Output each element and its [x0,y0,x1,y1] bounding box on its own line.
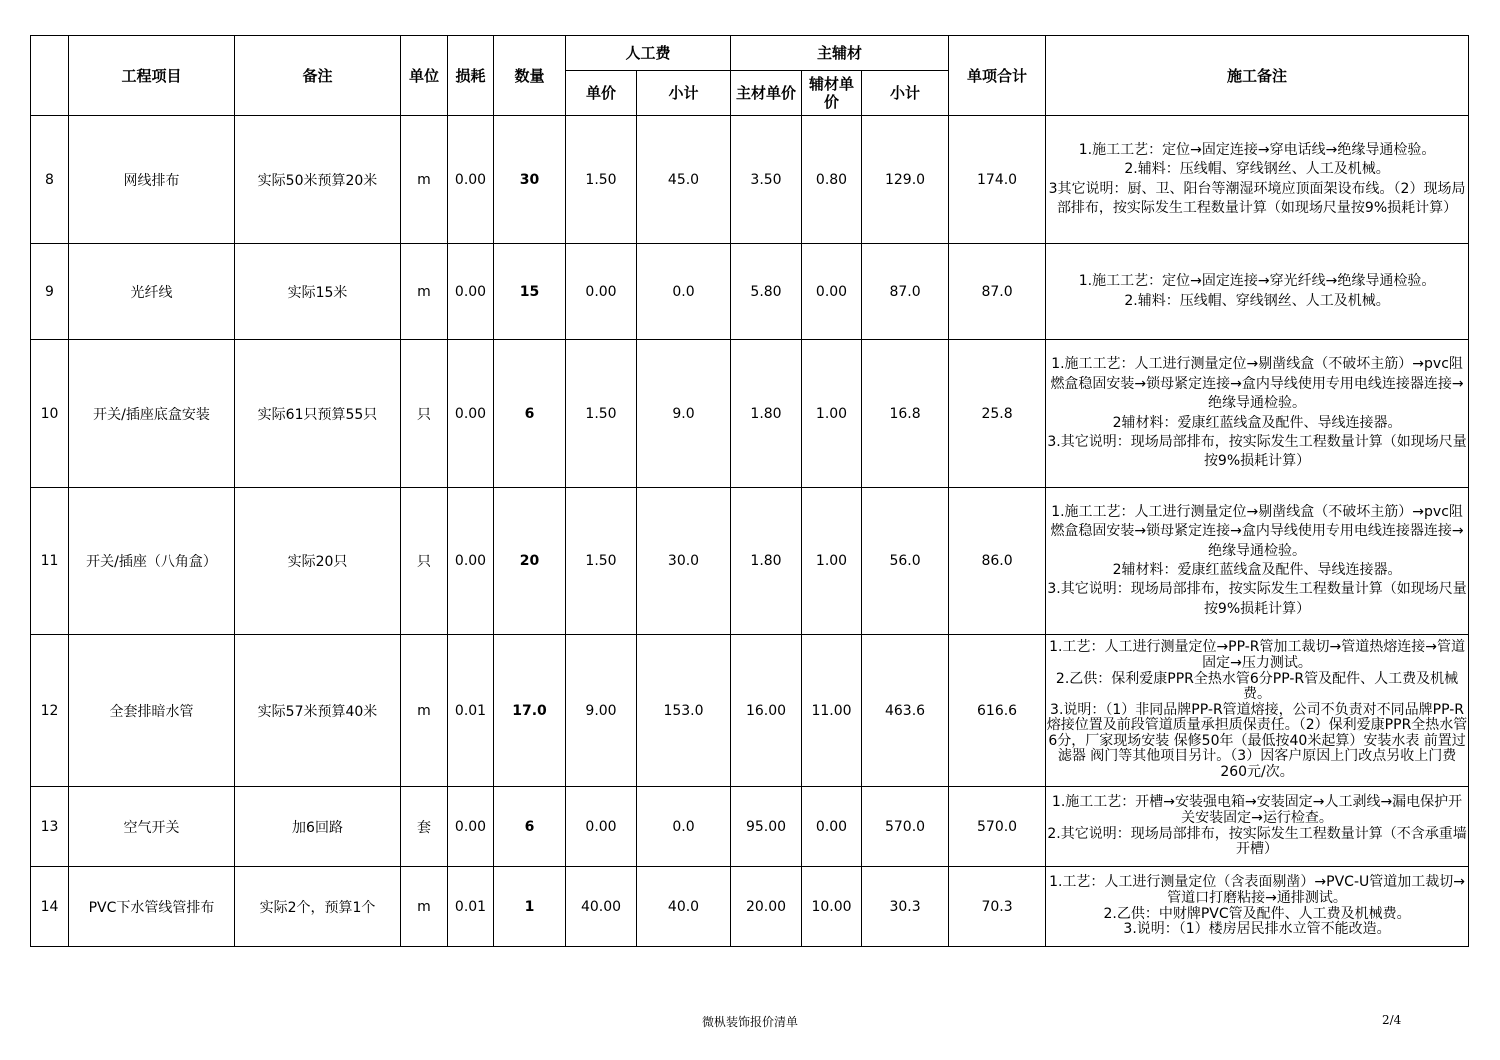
item-name: PVC下水管线管排布 [69,867,235,947]
construction-notes [1046,244,1469,340]
main-material-price: 5.80 [731,244,802,340]
header-labor-subtotal: 小计 [637,71,731,116]
item-unit: m [401,244,448,340]
item-remark: 加6回路 [235,787,401,867]
labor-unit-price: 1.50 [566,340,637,488]
note-line: 1.施工工艺：定位→固定连接→穿电话线→绝缘导通检验。 [1078,141,1436,158]
page-number: 2/4 [1382,1013,1402,1027]
note-line: 1.施工工艺：人工进行测量定位→剔凿线盒（不破坏主筋）→pvc阻燃盒稳固安装→锁母紧定连接→盒内导线使用专用电线连接器连接→绝缘导通检验。 [1050,503,1464,559]
row-number: 10 [31,340,69,488]
labor-unit-price: 40.00 [566,867,637,947]
material-subtotal: 570.0 [862,787,949,867]
header-aux-material-price: 辅材单价 [802,71,862,116]
labor-subtotal: 0.0 [637,787,731,867]
header-material: 主辅材 [731,36,949,71]
note-line: 2.其它说明：现场局部排布，按实际发生工程数量计算（不含承重墙开槽） [1047,825,1467,858]
header-main-material-price: 主材单价 [731,71,802,116]
item-remark: 实际50米预算20米 [235,116,401,244]
material-subtotal: 30.3 [862,867,949,947]
note-line: 2辅材料：爱康红蓝线盒及配件、导线连接器。 [1112,562,1402,578]
labor-subtotal: 45.0 [637,116,731,244]
main-material-price: 3.50 [731,116,802,244]
item-name: 全套排暗水管 [69,635,235,787]
row-number: 11 [31,488,69,635]
labor-subtotal: 40.0 [637,867,731,947]
aux-material-price: 0.00 [802,787,862,867]
header-item: 工程项目 [69,36,235,116]
labor-unit-price: 1.50 [566,488,637,635]
aux-material-price: 1.00 [802,340,862,488]
note-line: 2.乙供：保利爱康PPR全热水管6分PP-R管及配件、人工费及机械费。 [1055,670,1459,703]
item-loss: 0.01 [448,635,494,787]
item-quantity: 6 [494,787,566,867]
item-total: 87.0 [949,244,1046,340]
labor-unit-price: 0.00 [566,244,637,340]
item-remark: 实际2个，预算1个 [235,867,401,947]
item-unit: m [401,116,448,244]
item-total: 25.8 [949,340,1046,488]
row-number: 14 [31,867,69,947]
header-remark: 备注 [235,36,401,116]
item-name: 开关/插座底盒安装 [69,340,235,488]
material-subtotal: 463.6 [862,635,949,787]
item-unit: m [401,635,448,787]
item-unit: 只 [401,488,448,635]
table-row [31,116,1469,244]
material-subtotal: 16.8 [862,340,949,488]
table-row [31,635,1469,787]
aux-material-price: 10.00 [802,867,862,947]
construction-notes [1046,635,1469,787]
note-line: 3.其它说明：现场局部排布，按实际发生工程数量计算（如现场尺量按9%损耗计算） [1047,433,1467,470]
item-remark: 实际57米预算40米 [235,635,401,787]
note-line: 1.施工工艺：定位→固定连接→穿光纤线→绝缘导通检验。 [1078,273,1436,290]
item-quantity: 6 [494,340,566,488]
material-subtotal: 56.0 [862,488,949,635]
note-line: 3.说明：（1）楼房居民排水立管不能改造。 [1123,921,1391,938]
labor-subtotal: 0.0 [637,244,731,340]
note-line: 1.工艺：人工进行测量定位→PP-R管加工裁切→管道热熔连接→管道固定→压力测试。 [1049,639,1465,671]
item-name: 网线排布 [69,116,235,244]
header-notes: 施工备注 [1046,36,1469,116]
item-name: 空气开关 [69,787,235,867]
item-total: 616.6 [949,635,1046,787]
main-material-price: 20.00 [731,867,802,947]
footer-title: 微枞装饰报价清单 [701,1015,798,1029]
labor-subtotal: 9.0 [637,340,731,488]
note-line: 3其它说明：厨、卫、阳台等潮湿环境应顶面架设布线。（2）现场局部排布，按实际发生工程数量计算（如现场尺量按9%损耗计算） [1048,180,1466,216]
header-loss: 损耗 [448,36,494,116]
labor-subtotal: 30.0 [637,488,731,635]
table-header [31,36,1469,116]
item-remark: 实际61只预算55只 [235,340,401,488]
note-line: 3.说明：（1）非同品牌PP-R管道熔接，公司不负责对不同品牌PP-R熔接位置及前段管道质量承担质保责任。（2）保利爱康PPR全热水管6分，厂家现场安装 保修50年（最低按40米起算）安装水表 前置过滤器 阀门等其他项目另计。（3）因客户原因上门改点另收上门费260元/次。 [1046,701,1468,781]
construction-notes [1046,340,1469,488]
item-total: 70.3 [949,867,1046,947]
note-line: 1.工艺：人工进行测量定位（含表面剔凿）→PVC-U管道加工裁切→管道口打磨粘接→通排测试。 [1049,874,1465,906]
header-index [31,36,69,116]
item-unit: m [401,867,448,947]
note-line: 2.乙供：中财牌PVC管及配件、人工费及机械费。 [1103,905,1411,922]
item-quantity: 15 [494,244,566,340]
header-total: 单项合计 [949,36,1046,116]
aux-material-price: 0.00 [802,244,862,340]
row-number: 12 [31,635,69,787]
quote-table [30,35,1469,947]
header-qty: 数量 [494,36,566,116]
table-row [31,867,1469,947]
aux-material-price: 0.80 [802,116,862,244]
item-total: 174.0 [949,116,1046,244]
table-row [31,488,1469,635]
table-row [31,244,1469,340]
construction-notes [1046,488,1469,635]
material-subtotal: 87.0 [862,244,949,340]
row-number: 9 [31,244,69,340]
header-labor: 人工费 [566,36,731,71]
header-material-subtotal: 小计 [862,71,949,116]
item-unit: 只 [401,340,448,488]
item-name: 光纤线 [69,244,235,340]
main-material-price: 95.00 [731,787,802,867]
main-material-price: 1.80 [731,488,802,635]
row-number: 8 [31,116,69,244]
item-quantity: 1 [494,867,566,947]
labor-unit-price: 1.50 [566,116,637,244]
note-line: 2.辅料：压线帽、穿线钢丝、人工及机械。 [1124,161,1390,178]
item-quantity: 30 [494,116,566,244]
aux-material-price: 11.00 [802,635,862,787]
item-quantity: 20 [494,488,566,635]
item-remark: 实际20只 [235,488,401,635]
table-body [31,116,1469,947]
item-loss: 0.00 [448,244,494,340]
main-material-price: 16.00 [731,635,802,787]
material-subtotal: 129.0 [862,116,949,244]
construction-notes [1046,787,1469,867]
note-line: 1.施工工艺：开槽→安装强电箱→安装固定→人工剥线→漏电保护开关安装固定→运行检查。 [1051,794,1463,826]
construction-notes [1046,867,1469,947]
table-row [31,787,1469,867]
table-row [31,340,1469,488]
item-unit: 套 [401,787,448,867]
item-loss: 0.00 [448,340,494,488]
item-loss: 0.00 [448,116,494,244]
row-number: 13 [31,787,69,867]
labor-unit-price: 9.00 [566,635,637,787]
header-labor-unit-price: 单价 [566,71,637,116]
labor-subtotal: 153.0 [637,635,731,787]
labor-unit-price: 0.00 [566,787,637,867]
item-quantity: 17.0 [494,635,566,787]
item-loss: 0.01 [448,867,494,947]
note-line: 2.辅料：压线帽、穿线钢丝、人工及机械。 [1124,292,1390,309]
note-line: 1.施工工艺：人工进行测量定位→剔凿线盒（不破坏主筋）→pvc阻燃盒稳固安装→锁母紧定连接→盒内导线使用专用电线连接器连接→绝缘导通检验。 [1050,356,1464,412]
item-total: 570.0 [949,787,1046,867]
note-line: 2辅材料：爱康红蓝线盒及配件、导线连接器。 [1112,414,1402,431]
main-material-price: 1.80 [731,340,802,488]
item-loss: 0.00 [448,488,494,635]
item-loss: 0.00 [448,787,494,867]
aux-material-price: 1.00 [802,488,862,635]
item-remark: 实际15米 [235,244,401,340]
item-total: 86.0 [949,488,1046,635]
item-name: 开关/插座（八角盒） [69,488,235,635]
header-unit: 单位 [401,36,448,116]
construction-notes [1046,116,1469,244]
note-line: 3.其它说明：现场局部排布，按实际发生工程数量计算（如现场尺量按9%损耗计算） [1047,581,1467,617]
